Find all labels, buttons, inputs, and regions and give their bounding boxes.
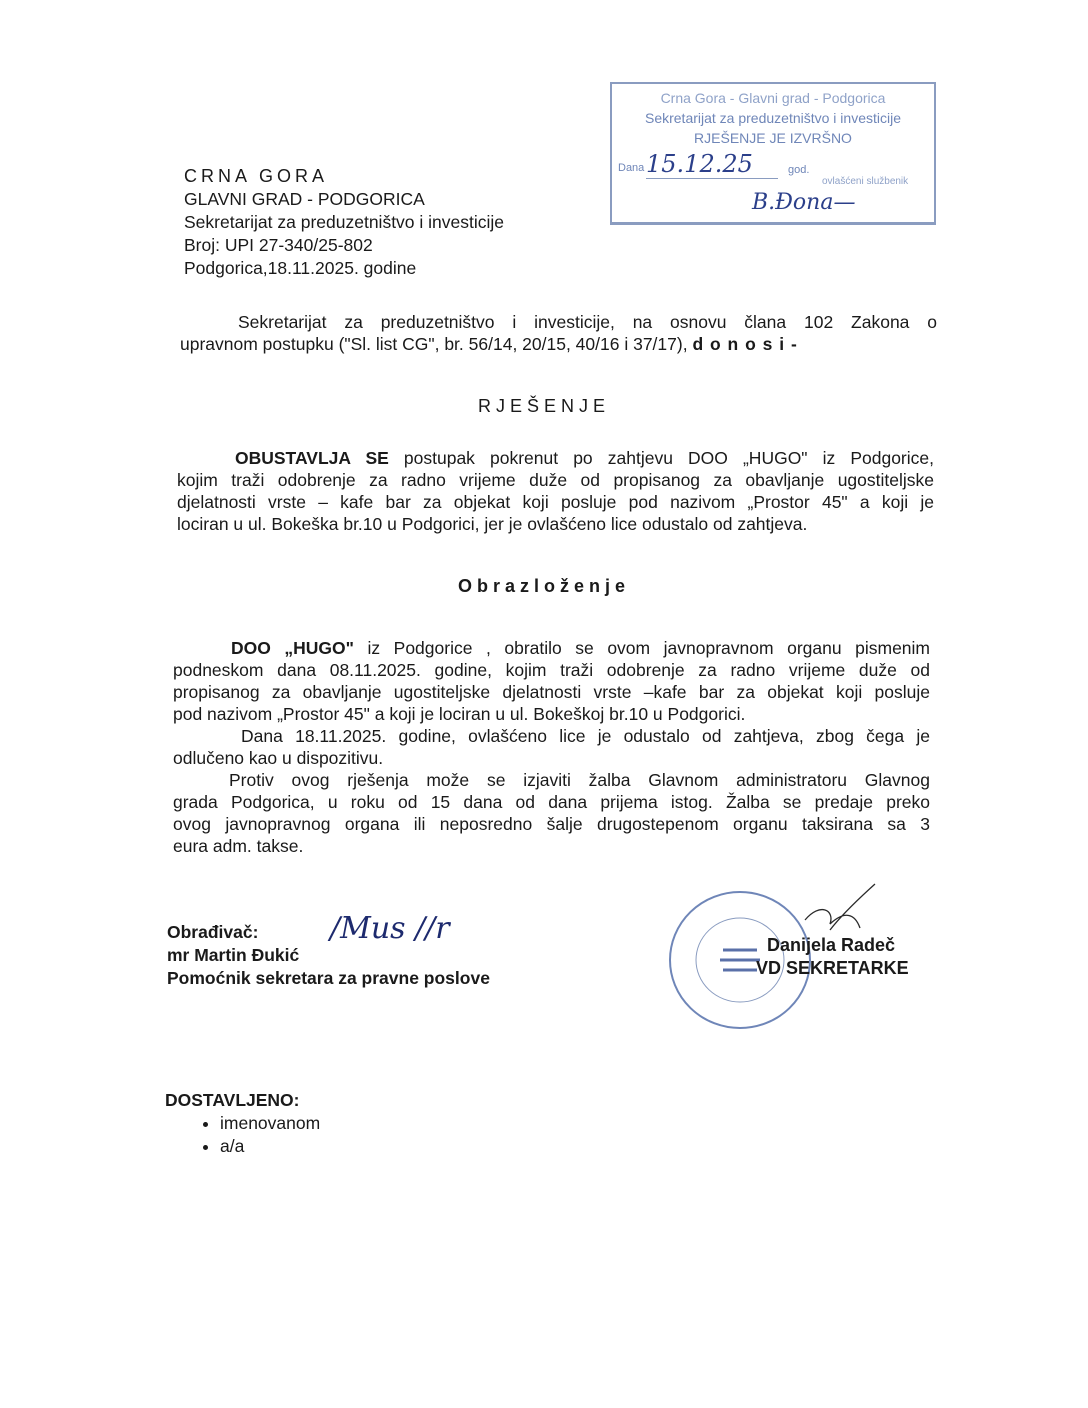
- header-department: Sekretarijat za preduzetništvo i investicije: [184, 212, 505, 232]
- signatory-name: Danijela Radeč: [767, 935, 896, 955]
- decision-line: kojim traži odobrenje za radno vrijeme duže od propisanog za obavljanje ugostiteljske: [177, 470, 934, 490]
- reasoning-line: Dana 18.11.2025. godine, ovlašćeno lice je odustalo od zahtjeva, zbog čega je: [241, 726, 930, 746]
- reasoning-lead: DOO „HUGO": [231, 638, 354, 658]
- reasoning-text: iz Podgorice , obratilo se ovom javnopravnom organu pismenim: [353, 638, 930, 658]
- reasoning-line: odlučeno kao u dispozitivu.: [173, 748, 384, 768]
- decision-text: postupak pokrenut po zahtjevu DOO „HUGO" iz Podgorice,: [388, 448, 934, 468]
- header-number: Broj: UPI 27-340/25-802: [184, 235, 373, 255]
- intro-donosi: d o n o s i -: [692, 334, 798, 354]
- processor-label: Obrađivač:: [167, 922, 259, 942]
- stamp-line-1: Crna Gora - Glavni grad - Podgorica: [660, 90, 886, 106]
- delivered-item: • imenovanom: [220, 1112, 320, 1135]
- header-country: CRNA GORA: [184, 166, 329, 186]
- delivered-block: [165, 1089, 320, 1158]
- processor-role: Pomoćnik sekretara za pravne poslove: [167, 968, 490, 988]
- intro-text: upravnom postupku ("Sl. list CG", br. 56/14, 20/15, 40/16 i 37/17),: [180, 334, 688, 354]
- reasoning-line: eura adm. takse.: [173, 836, 304, 856]
- decision-line: [177, 447, 934, 469]
- delivered-label: DOSTAVLJENO:: [165, 1090, 300, 1110]
- intro-paragraph: [180, 311, 937, 355]
- signatory-role: VD SEKRETARKE: [756, 958, 909, 978]
- stamp-official-label: ovlašćeni službenik: [822, 176, 909, 187]
- reasoning-line: Protiv ovog rješenja može se izjaviti žalba Glavnom administratoru Glavnog: [229, 770, 930, 790]
- reasoning-line: grada Podgorica, u roku od 15 dana od dana prijema istog. Žalba se predaje preko: [173, 792, 930, 812]
- decision-paragraph: [177, 447, 934, 535]
- delivered-list: [165, 1112, 320, 1158]
- reasoning-line: propisanog za obavljanje ugostiteljske djelatnosti vrste –kafe bar za objekat koji posluje: [173, 682, 930, 702]
- stamp-line-2: Sekretarijat za preduzetništvo i investicije: [644, 110, 901, 126]
- stamp-line-3: RJEŠENJE JE IZVRŠNO: [694, 130, 852, 146]
- signatory-signature: [800, 882, 880, 932]
- stamp-date-label: Dana: [618, 162, 645, 174]
- intro-line: [180, 333, 937, 355]
- stamp-date-value: 15.12.25: [646, 150, 778, 179]
- decision-line: lociran u ul. Bokeška br.10 u Podgorici, jer je ovlašćeno lice odustalo od zahtjeva.: [177, 514, 808, 534]
- header-city: GLAVNI GRAD - PODGORICA: [184, 189, 425, 209]
- stamp-year-suffix: god.: [788, 164, 810, 176]
- header-place-date: Podgorica,18.11.2025. godine: [184, 258, 417, 278]
- execution-stamp: [610, 82, 936, 225]
- processor-signature: /Mus /∕r: [330, 911, 450, 946]
- delivered-item: • a/a: [220, 1135, 320, 1158]
- reasoning-line: ovog javnopravnog organa ili neposredno šalje drugostepenom organu taksirana sa 3: [173, 814, 930, 834]
- document-header: [184, 165, 504, 280]
- processor-name: mr Martin Đukić: [167, 945, 300, 965]
- reasoning-title: Obrazloženje: [457, 576, 631, 596]
- decision-title: RJEŠENJE: [477, 396, 611, 416]
- stamp-signature: B.Đona—: [752, 190, 856, 215]
- decision-line: djelatnosti vrste – kafe bar za objekat koji posluje pod nazivom „Prostor 45" a koji je: [177, 492, 934, 512]
- reasoning-paragraph-1: [173, 637, 930, 857]
- decision-lead: OBUSTAVLJA SE: [235, 448, 389, 468]
- reasoning-line: podneskom dana 08.11.2025. godine, kojim traži odobrenje za radno vrijeme duže od: [173, 660, 930, 680]
- reasoning-line: [173, 637, 930, 659]
- intro-line: Sekretarijat za preduzetništvo i investicije, na osnovu člana 102 Zakona o: [238, 312, 937, 332]
- reasoning-line: pod nazivom „Prostor 45" a koji je lociran u ul. Bokeškoj br.10 u Podgorici.: [173, 704, 746, 724]
- signatory-block: [756, 934, 909, 980]
